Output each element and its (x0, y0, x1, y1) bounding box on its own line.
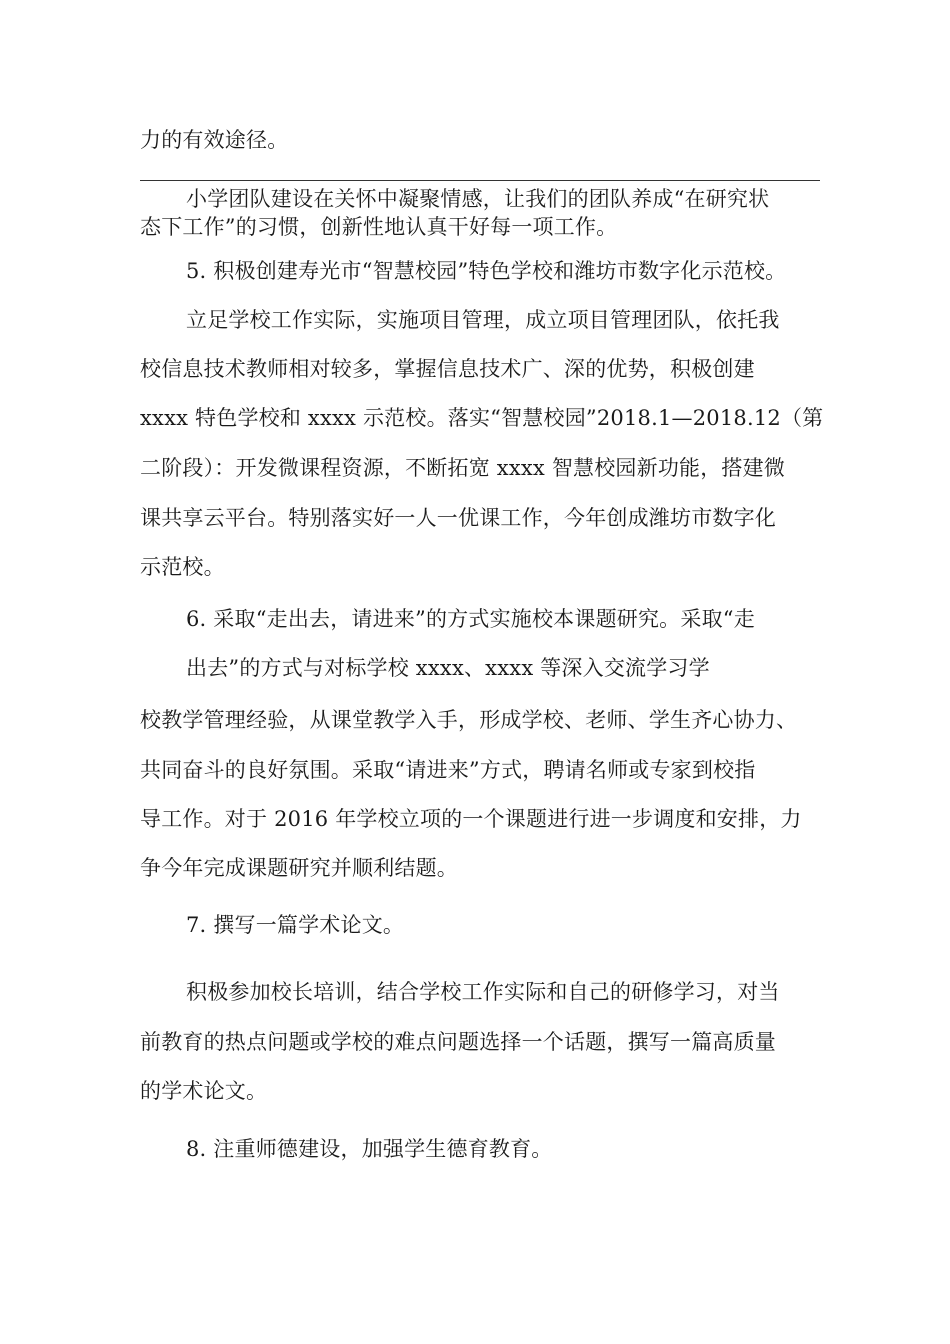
section-heading-5: 5. 积极创建寿光市“智慧校园”特色学校和潍坊市数字化示范校。 (186, 259, 787, 283)
text-line: xxxx 特色学校和 xxxx 示范校。落实“智慧校园”2018.1—2018.12（第 (140, 406, 824, 430)
text-line: 的学术论文。 (140, 1079, 268, 1103)
text-line: 课共享云平台。特别落实好一人一优课工作，今年创成潍坊市数字化 (140, 506, 776, 530)
text-line: 二阶段）：开发微课程资源，不断拓宽 xxxx 智慧校园新功能，搭建微 (140, 456, 786, 480)
text-line: 力的有效途径。 (140, 128, 289, 152)
section-heading-8: 8. 注重师德建设，加强学生德育教育。 (186, 1137, 553, 1161)
text-line: 前教育的热点问题或学校的难点问题选择一个话题，撰写一篇高质量 (140, 1030, 776, 1054)
text-line: 共同奋斗的良好氛围。采取“请进来”方式，聘请名师或专家到校指 (140, 758, 756, 782)
section-heading-6: 6. 采取“走出去，请进来”的方式实施校本课题研究。采取“走 (186, 607, 755, 631)
text-line: 导工作。对于 2016 年学校立项的一个课题进行进一步调度和安排，力 (140, 807, 802, 831)
text-line: 校教学管理经验，从课堂教学入手，形成学校、老师、学生齐心协力、 (140, 708, 798, 732)
text-line: 校信息技术教师相对较多，掌握信息技术广、深的优势，积极创建 (140, 357, 755, 381)
text-line: 示范校。 (140, 555, 225, 579)
text-line: 态下工作”的习惯，创新性地认真干好每一项工作。 (140, 215, 618, 239)
text-line: 立足学校工作实际，实施项目管理，成立项目管理团队，依托我 (186, 308, 780, 332)
text-line: 出去”的方式与对标学校 xxxx、xxxx 等深入交流学习学 (186, 656, 710, 680)
text-line: 小学团队建设在关怀中凝聚情感，让我们的团队养成“在研究状 (186, 187, 770, 211)
section-heading-7: 7. 撰写一篇学术论文。 (186, 913, 405, 937)
text-line: 争今年完成课题研究并顺利结题。 (140, 856, 458, 880)
text-line: 积极参加校长培训，结合学校工作实际和自己的研修学习，对当 (186, 980, 780, 1004)
horizontal-rule (140, 180, 820, 181)
